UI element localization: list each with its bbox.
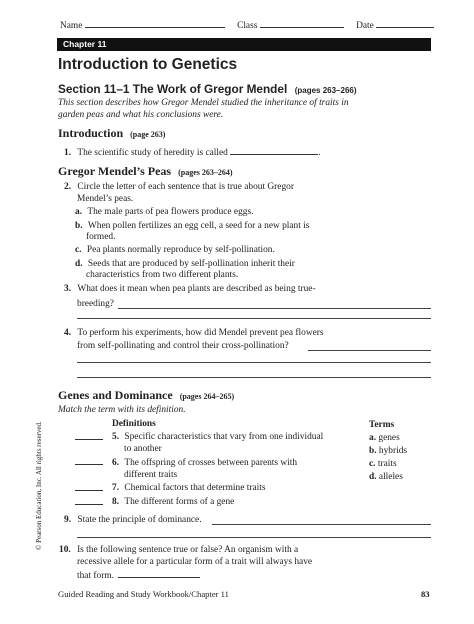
q10-line-3 bbox=[77, 568, 200, 582]
q9-answer-line-2[interactable] bbox=[77, 537, 431, 538]
definition-5 bbox=[112, 431, 323, 443]
term-b: b. hybrids bbox=[369, 446, 408, 456]
q9-answer-line-1[interactable] bbox=[212, 524, 431, 525]
terms-header: Terms bbox=[369, 420, 395, 430]
q7-line-1: Chemical factors that determine traits bbox=[124, 483, 266, 493]
choice-d-text: Seeds that are produced by self-pollination inherit their bbox=[87, 259, 295, 269]
page-title: Introduction to Genetics bbox=[58, 56, 238, 73]
q6-answer-field[interactable] bbox=[75, 464, 103, 465]
choice-b-letter: b. bbox=[75, 221, 83, 231]
question-10 bbox=[59, 544, 298, 556]
term-d: d. alleles bbox=[369, 472, 403, 482]
q10-answer-field[interactable] bbox=[118, 568, 200, 578]
date-field[interactable] bbox=[376, 18, 434, 28]
section-title: Section 11–1 The Work of Gregor Mendel bbox=[58, 82, 288, 96]
chapter-bar bbox=[57, 38, 431, 51]
page-number: 83 bbox=[421, 589, 430, 599]
choice-a-text: The male parts of pea flowers produce eggs. bbox=[87, 207, 254, 217]
name-label: Name bbox=[60, 21, 83, 31]
term-a: a. genes bbox=[369, 433, 400, 443]
question-9 bbox=[64, 514, 202, 526]
q10-line-2: recessive allele for a particular form of a trait will always have bbox=[77, 557, 313, 567]
question-4 bbox=[64, 327, 324, 339]
q5-answer-field[interactable] bbox=[75, 439, 103, 440]
q1-number: 1. bbox=[64, 148, 72, 158]
q7-number: 7. bbox=[112, 483, 120, 493]
q3-answer-line-1[interactable] bbox=[118, 308, 431, 309]
definition-8 bbox=[112, 496, 234, 508]
q6-number: 6. bbox=[112, 458, 120, 468]
term-c: c. traits bbox=[369, 459, 397, 469]
peas-title: Gregor Mendel’s Peas bbox=[58, 164, 172, 178]
peas-heading bbox=[58, 164, 233, 180]
definition-7 bbox=[112, 482, 265, 494]
section-pages: (pages 263–266) bbox=[294, 86, 357, 95]
q6-line-1: The offspring of crosses between parents with bbox=[124, 458, 298, 468]
definition-6 bbox=[112, 457, 297, 469]
genes-heading bbox=[58, 388, 234, 404]
q1-end: . bbox=[318, 148, 321, 158]
genes-title: Genes and Dominance bbox=[58, 388, 173, 402]
q5-line-1: Specific characteristics that vary from one individual bbox=[124, 432, 324, 442]
q3-number: 3. bbox=[64, 284, 72, 294]
q4-answer-line-2[interactable] bbox=[77, 362, 431, 363]
genes-instruction: Match the term with its definition. bbox=[58, 405, 186, 415]
choice-c-letter: c. bbox=[75, 245, 82, 255]
q1-text: The scientific study of heredity is called bbox=[77, 148, 228, 158]
q10-line-1: Is the following sentence true or false? An organism with a bbox=[77, 545, 299, 555]
description-line-1: This section describes how Gregor Mendel studied the inheritance of traits in bbox=[58, 98, 349, 108]
class-field[interactable] bbox=[260, 18, 344, 28]
q8-answer-field[interactable] bbox=[75, 504, 103, 505]
name-row bbox=[60, 18, 440, 32]
q2-line-2: Mendel’s peas. bbox=[77, 194, 134, 204]
q10-number: 10. bbox=[59, 545, 71, 555]
choice-c-text: Pea plants normally reproduce by self-pollination. bbox=[86, 245, 275, 255]
peas-pages: (pages 263–264) bbox=[178, 168, 233, 177]
introduction-title: Introduction bbox=[58, 126, 124, 140]
q6-line-2: different traits bbox=[124, 470, 178, 480]
choice-a-letter: a. bbox=[75, 207, 83, 217]
choice-b-text: When pollen fertilizes an egg cell, a seed for a new plant is bbox=[87, 221, 310, 231]
name-field[interactable] bbox=[85, 18, 225, 28]
q1-answer-field[interactable] bbox=[230, 145, 318, 155]
q9-text: State the principle of dominance. bbox=[77, 515, 202, 525]
q5-line-2: to another bbox=[124, 444, 162, 454]
q2-number: 2. bbox=[64, 182, 72, 192]
q7-answer-field[interactable] bbox=[75, 490, 103, 491]
q5-number: 5. bbox=[112, 432, 120, 442]
definitions-header: Definitions bbox=[112, 419, 156, 429]
q4-answer-line-1[interactable] bbox=[308, 350, 431, 351]
q8-line-1: The different forms of a gene bbox=[124, 497, 235, 507]
section-heading bbox=[58, 81, 357, 98]
section-description bbox=[58, 97, 349, 121]
introduction-pages: (page 263) bbox=[130, 130, 166, 139]
date-label: Date bbox=[356, 21, 374, 31]
genes-pages: (pages 264–265) bbox=[179, 392, 235, 401]
q4-line-2: from self-pollinating and control their cross-pollination? bbox=[77, 341, 289, 351]
introduction-heading bbox=[58, 126, 165, 142]
choice-c[interactable] bbox=[75, 244, 275, 256]
q4-line-1: To perform his experiments, how did Mendel prevent pea flowers bbox=[77, 328, 324, 338]
choice-d-line-2: characteristics from two different plants. bbox=[86, 270, 239, 280]
q3-answer-line-2[interactable] bbox=[77, 318, 431, 319]
question-2 bbox=[64, 181, 294, 193]
q3-line-2: breeding? bbox=[77, 299, 114, 309]
chapter-label: Chapter 11 bbox=[63, 39, 107, 49]
copyright-caption: © Pearson Education, Inc. All rights reserved. bbox=[35, 421, 43, 550]
q4-answer-line-3[interactable] bbox=[77, 377, 431, 378]
footer-left: Guided Reading and Study Workbook/Chapter 11 bbox=[58, 589, 229, 599]
choice-b-line-2: formed. bbox=[86, 232, 116, 242]
q3-line-1: What does it mean when pea plants are described as being true- bbox=[77, 284, 316, 294]
q10-line-3-text: that form. bbox=[77, 571, 114, 581]
question-3 bbox=[64, 283, 316, 295]
terms-list bbox=[369, 432, 407, 484]
class-label: Class bbox=[237, 21, 258, 31]
q9-number: 9. bbox=[64, 515, 72, 525]
choice-d-letter: d. bbox=[75, 259, 83, 269]
q2-line-1: Circle the letter of each sentence that is true about Gregor bbox=[77, 182, 294, 192]
choice-a[interactable] bbox=[75, 206, 253, 218]
q8-number: 8. bbox=[112, 497, 120, 507]
q4-number: 4. bbox=[64, 328, 72, 338]
question-1 bbox=[64, 145, 321, 159]
description-line-2: garden peas and what his conclusions were. bbox=[58, 110, 224, 120]
